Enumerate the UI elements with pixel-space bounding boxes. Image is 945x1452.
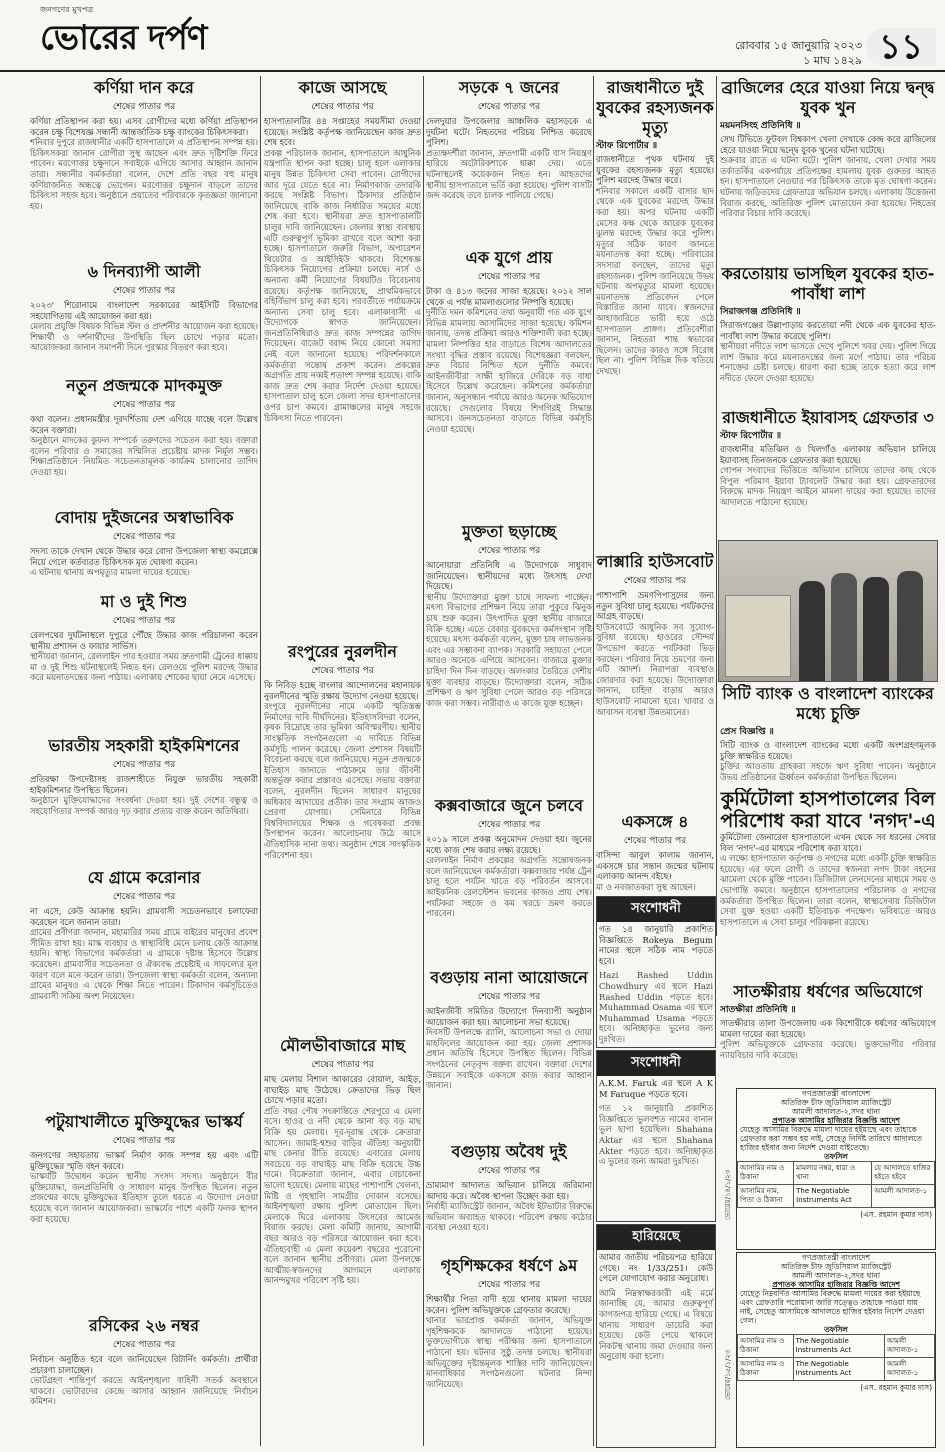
court-notice-1: গণপ্রজাতন্ত্রী বাংলাদেশ অতিরিক্ত চীফ জুডিসিয়াল ম্যাজিস্ট্রেট আমলী আদালত-২,সদর থানা প্রপাতক আসামির হাজিরার বিজ্ঞপ্তি আদেশ যেহেতু আসামির বিরুদ্ধে মামলা দায়ের হইয়াছে এবং তাহাকে গ্রেফতার করা সম্ভব হয় নাই, সেহেতু নির্দিষ্ট তারিখে আদালতে হাজির হইবার জন্য নির্দেশ দেওয়া যাইতেছে। তফসিল আসামির নাম ও ঠিকানা মামলার নম্বর, ধারা ও থানা যে আদালতে হাজির হইতে হইবে আসামির নাম, পিতা ও ঠিকানা The Negotiable Instruments Act আমলী আদালত-১ (এস. রহমান কুমার দাস) (736, 1088, 936, 1250)
correction-body: গত ১৪ জানুয়ারি প্রকাশিত বিজ্ঞপ্তিতে Rokeya Begum নামের স্থলে সঠিক নাম পড়তে হবে। (599, 924, 713, 966)
continued-from: শেষের পাতার পর (477, 102, 541, 112)
article-city-bank: সিটি ব্যাংক ও বাংলাদেশ ব্যাংকের মধ্যে চুক্তি প্রেস বিজ্ঞপ্তি ॥ সিটি ব্যাংক ও বাংলাদেশ ব্যাংকের মধ্যে একটি অংশগ্রহণমূলক চুক্তি স্বাক্ষরিত হয়েছে। চুক্তির আওতায় গ্রাহকরা সহজে ঋণ সুবিধা পাবেন। অনুষ্ঠানে উভয় প্রতিষ্ঠানের ঊর্ধ্বতন কর্মকর্তারা উপস্থিত ছিলেন। (720, 684, 936, 782)
article-body: কথা বলেন। প্রধানমন্ত্রীর দূরদর্শিতায় দেশ এগিয়ে যাচ্ছে বলে উল্লেখ করেন বক্তারা। (30, 414, 258, 435)
article-nurldin: রংপুরের নুরলদীন শেষের পাতার পর কি নিবিড় হচ্ছে বাংলার আন্দোলনের মহানায়ক নুরলদীনের স্মৃতি রক্ষায় উদ্যোগ নেওয়া হয়েছে। রংপুরে নুরলদীনের নামে একটি স্মৃতিস্তম্ভ নির্মাণের দাবি দীর্ঘদিনের। ইতিহাসবিদরা বলেন, কৃষক বিদ্রোহে তার ভূমিকা অবিস্মরণীয়। স্থানীয় সাংস্কৃতিক সংগঠনগুলো এ দাবিতে বিভিন্ন কর্মসূচি পালন করেছে। জেলা প্রশাসন বিষয়টি বিবেচনা করছে বলে জানিয়েছে। নতুন প্রজন্মকে ইতিহাস জানাতে পাঠ্যক্রমে তার জীবনী অন্তর্ভুক্ত করার প্রস্তাবও এসেছে। সভায় বক্তারা বলেন, নুরলদীন ছিলেন সাধারণ মানুষের অধিকার আদায়ের প্রতীক। তার সংগ্রাম আজও প্রেরণা যোগায়। সেমিনারে বিভিন্ন বিশ্ববিদ্যালয়ের শিক্ষক ও গবেষকরা প্রবন্ধ উপস্থাপন করেন। আলোচনায় উঠে আসে ঐতিহাসিক নানা তথ্য। অনুষ্ঠান শেষে সাংস্কৃতিক পরিবেশনা হয়। (264, 642, 421, 860)
article-satkhira: সাতক্ষীরায় ধর্ষণের অভিযোগে সাতক্ষীরা প্রতিনিধি ॥ সাতক্ষীরার তালা উপজেলায় এক কিশোরীকে ধর্ষণের অভিযোগে মামলা দায়ের করা হয়েছে। পুলিশ অভিযুক্তকে গ্রেফতার করেছে। ভুক্তভোগীর পরিবার ন্যায়বিচার দাবি করেছে। (720, 982, 936, 1060)
article-body: বাসিন্দা আবুল কালাম জানান, একসঙ্গে চার সন্তান জন্মের ঘটনায় এলাকায় আনন্দ বইছে। (596, 850, 714, 882)
headline: পটুয়াখালীতে মুক্তিযুদ্ধের ভাস্কর্য (45, 1112, 243, 1131)
headline: মা ও দুই শিশু (100, 592, 188, 611)
notice-header: অতিরিক্ত চীফ জুডিসিয়াল ম্যাজিস্ট্রেট (780, 1262, 892, 1271)
article-indian-commission: ভারতীয় সহকারী হাইকমিশনের শেষের পাতার পর প্রতিরক্ষা উপদেষ্টাসহ রাজশাহীতে নিযুক্ত ভারতীয় সহকারী হাইকমিশনার উপস্থিত ছিলেন। অনুষ্ঠানে মুক্তিযোদ্ধাদের সংবর্ধনা দেওয়া হয়। দুই দেশের বন্ধুত্ব ও সহযোগিতার সম্পর্ক আরও দৃঢ় করার প্রত্যয় ব্যক্ত করেন অতিথিরা। (30, 736, 258, 816)
notice-header: গণপ্রজাতন্ত্রী বাংলাদেশ (801, 1253, 871, 1262)
article-yaba-arrest: রাজধানীতে ইয়াবাসহ গ্রেফতার ৩ স্টাফ রিপোর্টার ॥ রাজধানীর মতিঝিল ও খিলগাঁও এলাকায় অভিযান চালিয়ে ইয়াবাসহ তিনজনকে গ্রেফতার করা হয়েছে। গোপন সংবাদের ভিত্তিতে অভিযান চালিয়ে তাদের কাছ থেকে বিপুল পরিমাণ ইয়াবা ট্যাবলেট উদ্ধার করা হয়। গ্রেফতারদের বিরুদ্ধে মাদক নিয়ন্ত্রণ আইনে মামলা দায়ের করা হয়েছে। তাদের আদালতে পাঠানো হয়েছে। (720, 408, 936, 507)
issue-date-bangla: ১ মাঘ ১৪২৯ (803, 54, 862, 67)
article-bogura-illegal: বগুড়ায় অবৈধ দুই শেষের পাতার পর ভ্রাম্যমাণ আদালত অভিযান চালিয়ে জরিমানা আদায় করে। অবৈধ স্থাপনা উচ্ছেদ করা হয়। নির্বাহী ম্যাজিস্ট্রেট জানান, অবৈধ ইটভাটার বিরুদ্ধে অভিযান অব্যাহত থাকবে। পরিবেশ রক্ষায় কঠোর ব্যবস্থা নেওয়া হবে। (426, 1142, 592, 1233)
article-body: ২০১৯ সালে প্রকল্প অনুমোদন দেওয়া হয়। জুনের মধ্যে কাজ শেষ করার লক্ষ্য রয়েছে। (426, 834, 592, 855)
article-karatoya-body: করতোয়ায় ভাসছিল যুবকের হাত-পাবাঁধা লাশ সিরাজগঞ্জ প্রতিনিধি ॥ সিরাজগঞ্জের উল্লাপাড়ায় করতোয়া নদী থেকে এক যুবকের হাত-পাবাঁধা লাশ উদ্ধার করেছে পুলিশ। স্থানীয়রা নদীতে লাশ ভাসতে দেখে পুলিশে খবর দেয়। পুলিশ গিয়ে লাশ উদ্ধার করে ময়নাতদন্তের জন্য মর্গে পাঠায়। তার পরিচয় শনাক্তের চেষ্টা চলছে। ধারণা করা হচ্ছে তাকে হত্যা করে লাশ নদীতে ফেলে দেওয়া হয়েছে। (720, 264, 936, 383)
table-cell: আমলী আদালত-১ (872, 1185, 935, 1208)
notice-header: গণপ্রজাতন্ত্রী বাংলাদেশ (801, 1089, 871, 1098)
person-figure (863, 577, 889, 681)
article-houseboat: লাক্সারি হাউসবোট শেষের পাতার পর পাশাপাশি ভ্রমণপিপাসুদের জন্য নতুন সুবিধা চালু হয়েছে। পর্যটকদের আগ্রহ বাড়ছে। হাউসবোটে আধুনিক সব সুযোগ-সুবিধা রয়েছে। হাওরের সৌন্দর্য উপভোগ করতে পর্যটকরা ভিড় করছেন। পরিবার নিয়ে ভ্রমণের জন্য এটি আদর্শ। নিরাপত্তা ব্যবস্থাও জোরদার করা হয়েছে। উদ্যোক্তারা জানান, চাহিদা বাড়ায় আরও হাউসবোট নামানো হবে। খাবার ও আবাসন ব্যবস্থা উন্নতমানের। (596, 552, 714, 717)
byline: সিরাজগঞ্জ প্রতিনিধি ॥ (720, 307, 801, 317)
article-one-decade: এক যুগে প্রায় শেষের পাতার পর টাকা ও ৪১৩ জনের সাজা হয়েছে। ২০১২ সাল থেকে এ পর্যন্ত মামলাগুলোর নিষ্পত্তি হয়েছে। দুর্নীতি দমন কমিশনের তথ্য অনুযায়ী গত এক যুগে বিভিন্ন মামলায় আসামিদের সাজা হয়েছে। কমিশন জানায়, তদন্ত প্রক্রিয়া আরও শক্তিশালী করা হচ্ছে। মামলা নিষ্পত্তির হার বাড়াতে বিশেষ আদালতের সংখ্যা বৃদ্ধির প্রস্তাব রয়েছে। বিশেষজ্ঞরা বলছেন, দ্রুত বিচার নিশ্চিত হলে দুর্নীতি কমবে। আইনজীবীরা সাক্ষী হাজিরে দেরিকে বড় বাধা হিসেবে উল্লেখ করেছেন। কমিশনের কর্মকর্তারা জানান, অনুসন্ধান পর্যায়ে আরও অনেক অভিযোগ রয়েছে। সেগুলোর বিষয়ে শিগগিরই সিদ্ধান্ত আসবে। জনসচেতনতা বাড়াতে বিভিন্ন কর্মসূচি নেওয়া হয়েছে। (426, 248, 592, 434)
headline: রাজধানীতে দুই যুবকের রহস্যজনক মৃত্যু (596, 78, 714, 137)
article-body: টাকা ও ৪১৩ জনের সাজা হয়েছে। ২০১২ সাল থেকে এ পর্যন্ত মামলাগুলোর নিষ্পত্তি হয়েছে। (426, 286, 592, 307)
masthead (0, 0, 945, 72)
byline: স্টাফ রিপোর্টার ॥ (596, 141, 658, 151)
article-tutor-assault: গৃহশিক্ষকের ধর্ষণে ৯ম শেষের পাতার পর শিক্ষার্থীর পিতা বাদী হয়ে থানায় মামলা দায়ের করেন। পুলিশ অভিযুক্তকে গ্রেফতার করেছে। থানার ভারপ্রাপ্ত কর্মকর্তা জানান, অভিযুক্ত গৃহশিক্ষককে আদালতে পাঠানো হয়েছে। ভুক্তভোগীকে স্বাস্থ্য পরীক্ষার জন্য হাসপাতালে পাঠানো হয়। ঘটনার সুষ্ঠু তদন্ত চলছে। স্থানীয়রা অভিযুক্তের দৃষ্টান্তমূলক শাস্তির দাবি জানিয়েছেন। মানবাধিকার সংগঠনগুলো ঘটনার নিন্দা জানিয়েছে। (426, 1256, 592, 1389)
photo-contract-signing (718, 540, 938, 682)
article-drug-free: নতুন প্রজন্মকে মাদকমুক্ত শেষের পাতার পর কথা বলেন। প্রধানমন্ত্রীর দূরদর্শিতায় দেশ এগিয়ে যাচ্ছে বলে উল্লেখ করেন বক্তারা। অনুষ্ঠানে মাদকের কুফল সম্পর্কে তরুণদের সচেতন করা হয়। বক্তারা বলেন পরিবার ও সমাজের সম্মিলিত প্রচেষ্টায় মাদক নির্মূল সম্ভব। শিক্ষাপ্রতিষ্ঠানে নিয়মিত সচেতনতামূলক কার্যক্রম চালানোর তাগিদ দেওয়া হয়। (30, 376, 258, 477)
continued-from: শেষের পাতার পর (112, 760, 176, 770)
article-kurmitola-nagad: কুর্মিটোলা হাসপাতালের বিল পরিশোধ করা যাবে 'নগদ'-এ কুর্মিটোলা জেনারেল হাসপাতালে এখন থেকে সব ধরনের সেবার বিল 'নগদ'-এর মাধ্যমে পরিশোধ করা যাবে। এ লক্ষ্যে হাসপাতাল কর্তৃপক্ষ ও নগদের মধ্যে একটি চুক্তি স্বাক্ষরিত হয়েছে। এর ফলে রোগী ও তাদের স্বজনরা নগদ টাকা বহনের ঝামেলা থেকে মুক্তি পাবেন। ডিজিটাল লেনদেনের মাধ্যমে সময় ও ভোগান্তি কমবে। অনুষ্ঠানে হাসপাতালের পরিচালক ও নগদের কর্মকর্তারা উপস্থিত ছিলেন। তারা বলেন, স্বাস্থ্যসেবায় ডিজিটাল সেবা যুক্ত হওয়া একটি ইতিবাচক পদক্ষেপ। ভবিষ্যতে আরও হাসপাতালে এ সেবা চালুর পরিকল্পনা রয়েছে। (720, 788, 936, 927)
notice-table (737, 1334, 935, 1381)
article-body: পাশাপাশি ভ্রমণপিপাসুদের জন্য নতুন সুবিধা চালু হয়েছে। পর্যটকদের আগ্রহ বাড়ছে। (596, 590, 714, 622)
article-body: সদস্য তাকে দেখান থেকে উদ্ধার করে বোদা উপজেলা স্বাস্থ্য কমপ্লেক্সে নিয়ে গেলে কর্তব্যরত চিকিৎসক মৃত ঘোষণা করেন। (30, 546, 258, 567)
article-moulvibazar-fish: মৌলভীবাজারে মাছ শেষের পাতার পর মাছ মেলায় বিশাল আকারের বোয়াল, আইড়, বাঘাইড় মাছ উঠেছে। ক্রেতাদের ভিড় ছিল চোখে পড়ার মতো। প্রতি বছর পৌষ সংক্রান্তিতে শেরপুরে এ মেলা বসে। হাওর ও নদী থেকে আনা বড় বড় মাছ বিক্রি হয় মেলায়। দূর-দূরান্ত থেকে ক্রেতারা আসেন। জামাই-শ্বশুর বাড়ির ঐতিহ্য অনুযায়ী মাছ কেনার রীতি রয়েছে। এবারের মেলায় সবচেয়ে বড় বাঘাইড় মাছ বিক্রি হয়েছে উচ্চ দামে। বিক্রেতারা জানান, এবার বেচাকেনা ভালো হয়েছে। মেলায় মাছের পাশাপাশি খেলনা, মিষ্টি ও গৃহস্থালি সামগ্রীর দোকান বসেছে। আইনশৃঙ্খলা রক্ষায় পুলিশ মোতায়েন ছিল। মেলাকে ঘিরে এলাকায় উৎসবের আমেজ বিরাজ করছে। মেলা কমিটি জানায়, আগামী বছর আরও বড় পরিসরে আয়োজন করা হবে। ঐতিহ্যবাহী এ মেলা কয়েকশ বছরের পুরোনো বলে জানান স্থানীয় প্রবীণরা। মেলা উপলক্ষে আত্মীয়-স্বজনদের আগমনে এলাকায় আনন্দমুখর পরিবেশ সৃষ্টি হয়। (264, 1036, 421, 1286)
table-cell: The Negotiable Instruments Act (794, 1185, 872, 1208)
article-body: আনোয়ারা প্রতিনিধি এ উদ্যোগকে সাধুবাদ জানিয়েছেন। স্থানীয়দের মধ্যে উৎসাহ দেখা দিয়েছে। (426, 560, 592, 592)
continued-from: শেষের পাতার পর (112, 1136, 176, 1146)
headline: মৌলভীবাজারে মাছ (280, 1036, 405, 1055)
article-coxs-bazar: কক্সবাজারে জুনে চলবে শেষের পাতার পর ২০১৯ সালে প্রকল্প অনুমোদন দেওয়া হয়। জুনের মধ্যে কাজ শেষ করার লক্ষ্য রয়েছে। রেললাইন নির্মাণ প্রকল্পের অগ্রগতি সন্তোষজনক বলে জানিয়েছেন কর্মকর্তারা। কক্সবাজার পর্যন্ত ট্রেন চালু হলে পর্যটন খাতে বড় পরিবর্তন আসবে। আইকনিক রেলস্টেশন ভবনের কাজও প্রায় শেষ। পর্যটকরা সহজে ও কম খরচে ভ্রমণ করতে পারবেন। (426, 796, 592, 919)
notice-header: আমলী আদালত-২,সদর থানা (791, 1271, 881, 1280)
person-figure (799, 581, 825, 681)
article-pearls: মুক্ততা ছড়াচ্ছে শেষের পাতার পর আনোয়ারা প্রতিনিধি এ উদ্যোগকে সাধুবাদ জানিয়েছেন। স্থানীয়দের মধ্যে উৎসাহ দেখা দিয়েছে। স্থানীয় উদ্যোক্তারা মুক্তা চাষে সাফল্য পাচ্ছেন। মৎস্য বিভাগের প্রশিক্ষণ নিয়ে তারা পুকুরে ঝিনুক চাষ শুরু করেন। উৎপাদিত মুক্তা স্থানীয় বাজারে বিক্রি হচ্ছে। এতে বেকার যুবকদের কর্মসংস্থান সৃষ্টি হয়েছে। মৎস্য কর্মকর্তা বলেন, মুক্তা চাষ লাভজনক এবং এর সম্ভাবনা ব্যাপক। সরকারি সহায়তা পেলে আরও অনেকে এগিয়ে আসবেন। বাজারে মুক্তার চাহিদা দিন দিন বাড়ছে। অলংকার তৈরিতে দেশীয় মুক্তা ব্যবহার বাড়ছে। উদ্যোক্তারা বলেন, সঠিক প্রশিক্ষণ ও ঋণ সুবিধা পেলে আরও বড় পরিসরে কাজ করা সম্ভব। নারীরাও এ কাজে যুক্ত হচ্ছেন। (426, 522, 592, 708)
article-body: মাছ মেলায় বিশাল আকারের বোয়াল, আইড়, বাঘাইড় মাছ উঠেছে। ক্রেতাদের ভিড় ছিল চোখে পড়ার মতো। (264, 1074, 421, 1106)
notice-header: আমলী আদালত-২,সদর থানা (791, 1107, 881, 1116)
headline: যে গ্রামে করোনার (87, 868, 201, 887)
headline: সড়কে ৭ জনের (458, 78, 560, 97)
article-body: আইনজীবী সমিতির উদ্যোগে দিনব্যাপী অনুষ্ঠান আয়োজন করা হয়। আলোচনা সভা হয়েছে। (426, 1006, 592, 1027)
continued-from: শেষের পাতার পর (477, 1166, 541, 1176)
article-cornea: কর্ণিয়া দান করে শেষের পাতার পর কর্ণিয়া প্রতিস্থাপন করা হয়। এসব রোগীদের মধ্যে কর্ণিয়া প্রতিস্থাপন করেন চক্ষু বিশেষজ্ঞ সন্ধানী আন্তর্জাতিক চক্ষু ব্যাংকের চিকিৎসকরা। শনিবার দুপুরে রাজধানীর একটি হাসপাতালে এ প্রতিস্থাপন সম্পন্ন হয়। চিকিৎসকরা জানান রোগীরা সুস্থ আছেন এবং দ্রুত দৃষ্টিশক্তি ফিরে পাবেন। মরণোত্তর চক্ষুদানে সবাইকে এগিয়ে আসার আহ্বান জানান তারা। সন্ধানীর কর্মকর্তারা বলেন, দেশে প্রতি বছর বহু মানুষ কর্ণিয়াজনিত অন্ধত্বে ভোগেন। মরণোত্তর চক্ষুদান বাড়লে তাদের চিকিৎসা সহজ হবে। অনুষ্ঠানে প্রয়াতের পরিবারকে কৃতজ্ঞতা জানানো হয়। (30, 78, 258, 211)
newspaper-logo: ভোরের দর্পণ (40, 18, 207, 58)
article-body: সিটি ব্যাংক ও বাংলাদেশ ব্যাংকের মধ্যে একটি অংশগ্রহণমূলক চুক্তি স্বাক্ষরিত হয়েছে। (720, 740, 936, 761)
notice-header: অতিরিক্ত চীফ জুডিসিয়াল ম্যাজিস্ট্রেট (780, 1098, 892, 1107)
article-body: কর্ণিয়া প্রতিস্থাপন করা হয়। এসব রোগীদের মধ্যে কর্ণিয়া প্রতিস্থাপন করেন চক্ষু বিশেষজ্ঞ সন্ধানী আন্তর্জাতিক চক্ষু ব্যাংকের চিকিৎসকরা। (30, 116, 258, 137)
article-body: ভ্রাম্যমাণ আদালত অভিযান চালিয়ে জরিমানা আদায় করে। অবৈধ স্থাপনা উচ্ছেদ করা হয়। (426, 1180, 592, 1201)
headline: রসিকের ২৬ নম্বর (88, 1316, 200, 1335)
notice-table-label: তফসিল (824, 1152, 848, 1161)
headline: বোদায় দুইজনের অস্বাভাবিক (54, 508, 234, 527)
article-bogura-events: বগুড়ায় নানা আয়োজনে শেষের পাতার পর আইনজীবী সমিতির উদ্যোগে দিনব্যাপী অনুষ্ঠান আয়োজন করা হয়। আলোচনা সভা হয়েছে। দিবসটি উপলক্ষে র‍্যালি, আলোচনা সভা ও দোয়া মাহফিলের আয়োজন করা হয়। জেলা প্রশাসক প্রধান অতিথি হিসেবে উপস্থিত ছিলেন। বিভিন্ন সংগঠনের নেতৃবৃন্দ বক্তব্য রাখেন। বক্তারা দেশের উন্নয়নে সবাইকে একসঙ্গে কাজ করার আহ্বান জানান। (426, 968, 592, 1091)
headline: বগুড়ায় অবৈধ দুই (451, 1142, 567, 1161)
headline: রংপুরের নুরলদীন (288, 642, 397, 661)
table-cell: আসামির নাম ও ঠিকানা (738, 1358, 794, 1381)
article-body: না এসে, কেউ আক্রান্ত হয়নি। গ্রামবাসী সচেতনভাবে চলাফেরা করেছেন বলে জানান তারা। (30, 906, 258, 927)
byline: প্রেস বিজ্ঞপ্তি ॥ (720, 727, 774, 737)
column-divider (423, 76, 424, 1446)
article-body: সাতক্ষীরার তালা উপজেলায় এক কিশোরীকে ধর্ষণের অভিযোগে মামলা দায়ের করা হয়েছে। (720, 1018, 936, 1039)
continued-from: শেষের পাতার পর (477, 1280, 541, 1290)
notice-table-label: তফসিল (824, 1325, 848, 1334)
table-cell: The Negotiable Instruments Act (793, 1335, 884, 1358)
notice-signature: (এস. রহমান কুমার দাস) (860, 1383, 932, 1392)
headline: একসঙ্গে ৪ (621, 812, 689, 831)
headline: কক্সবাজারে জুনে চলবে (434, 796, 583, 815)
issue-date (662, 38, 862, 68)
headline: ৬ দিনব্যাপী আলী (87, 262, 201, 281)
article-body: শিক্ষার্থীর পিতা বাদী হয়ে থানায় মামলা দায়ের করেন। পুলিশ অভিযুক্তকে গ্রেফতার করেছে। (426, 1294, 592, 1315)
continued-from: শেষের পাতার পর (477, 546, 541, 556)
byline: সাতক্ষীরা প্রতিনিধি ॥ (720, 1005, 796, 1015)
table-header: আসামির নাম ও ঠিকানা (738, 1162, 794, 1185)
article-corona-village: যে গ্রামে করোনার শেষের পাতার পর না এসে, কেউ আক্রান্ত হয়নি। গ্রামবাসী সচেতনভাবে চলাফেরা করেছেন বলে জানান তারা। গ্রামের প্রবীণরা জানান, মহামারির সময় গ্রামে বাইরের মানুষের প্রবেশ সীমিত রাখা হয়। মাস্ক ব্যবহার ও স্বাস্থ্যবিধি মেনে চলায় কেউ আক্রান্ত হয়নি। স্বাস্থ্য বিভাগের কর্মকর্তারা এ গ্রামকে দৃষ্টান্ত হিসেবে উল্লেখ করেছেন। গ্রামবাসীর সচেতনতা ও ঐক্যবদ্ধ প্রচেষ্টাই এ সাফল্যের মূল কারণ বলে মনে করেন তারা। উপজেলা স্বাস্থ্য কর্মকর্তা বলেন, অন্যান্য গ্রামের মানুষও এ থেকে শিক্ষা নিতে পারেন। টিকাদান কর্মসূচিতেও গ্রামবাসী সক্রিয় অংশ নিয়েছেন। (30, 868, 258, 1001)
column-divider (593, 76, 594, 1446)
headline: ভারতীয় সহকারী হাইকমিশনের (48, 736, 240, 755)
notice-code: ভোরের/১৫/১/২৩ (724, 1349, 732, 1400)
byline: স্টাফ রিপোর্টার ॥ (720, 431, 782, 441)
headline: ব্রাজিলের হেরে যাওয়া নিয়ে দ্বন্দ্ব যুবক খুন (721, 78, 935, 117)
continued-from: শেষের পাতার পর (477, 820, 541, 830)
continued-from: শেষের পাতার পর (477, 272, 541, 282)
continued-from: শেষের পাতার পর (623, 836, 687, 846)
continued-from: শেষের পাতার পর (112, 400, 176, 410)
article-ali: ৬ দিনব্যাপী আলী শেষের পাতার পর ২০২৩' শিরোনামে বাংলাদেশ সরকারের আইসিটি বিভাগের সহযোগিতায় এই আয়োজন করা হয়। মেলায় প্রযুক্তি বিষয়ক বিভিন্ন স্টল ও প্রদর্শনীর আয়োজন করা হয়েছে। শিক্ষার্থী ও দর্শনার্থীদের উপস্থিতি ছিল চোখে পড়ার মতো। আয়োজকরা জানান সমাপনী দিনে পুরস্কার বিতরণ করা হবে। (30, 262, 258, 353)
headline: সাতক্ষীরায় ধর্ষণের অভিযোগে (733, 982, 923, 1001)
table-cell: The Negotiable Instruments Act (793, 1358, 884, 1381)
page-number: ১১ (866, 28, 936, 66)
continued-from: শেষের পাতার পর (311, 666, 374, 676)
headline: মুক্ততা ছড়াচ্ছে (462, 522, 556, 541)
article-body: রেলপথের দুর্ঘটনাস্থলে দুপুরে পৌঁছে উদ্ধার কাজ পরিচালনা করেন স্থানীয় প্রশাসন ও ফায়ার সার্ভিস। (30, 630, 258, 651)
correction-box-2: সংশোধনী A.K.M. Faruk এর স্থলে A K M Faruque পড়তে হবে। গত ১২ জানুয়ারি প্রকাশিত বিজ্ঞপ্তিতে ভুলবশত নামের বানান ভুল ছাপা হয়েছিল। Shahana Aktar এর স্থলে Shahana Akter পড়তে হবে। অনিচ্ছাকৃত এ ভুলের জন্য আমরা দুঃখিত। (596, 1050, 716, 1222)
correction-box-1: সংশোধনী গত ১৪ জানুয়ারি প্রকাশিত বিজ্ঞপ্তিতে Rokeya Begum নামের স্থলে সঠিক নাম পড়তে হবে। Hazi Rashed Uddin Chowdhury এর স্থলে Hazi Rashed Uddin পড়তে হবে। Muhammad Osama এর স্থলে Muhammad Usama পড়তে হবে। অনিচ্ছাকৃত ভুলের জন্য দুঃখিত। (596, 896, 716, 1048)
correction-body: A.K.M. Faruk এর স্থলে A K M Faruque পড়তে হবে। (599, 1078, 713, 1099)
column-divider (260, 76, 261, 1446)
person-figure (831, 573, 857, 681)
table-cell: আসামির নাম ও ঠিকানা (738, 1335, 794, 1358)
notice-code: ভোরের/১৪/১/২৩ (724, 1169, 732, 1220)
notice-title: প্রপাতক আসামির হাজিরার বিজ্ঞপ্তি আদেশ (772, 1116, 900, 1125)
article-body: রাজধানীতে পৃথক ঘটনায় দুই যুবকের রহস্যজনক মৃত্যু হয়েছে। পুলিশ মরদেহ উদ্ধার করে। (596, 154, 714, 186)
continued-from: শেষের পাতার পর (477, 992, 541, 1002)
headline: কর্ণিয়া দান করে (94, 78, 194, 97)
article-body: দেলদুয়ার উপজেলার আঞ্চলিক মহাসড়কে এ দুর্ঘটনা ঘটে। নিহতদের পরিচয় নিশ্চিত করেছে পুলিশ। (426, 116, 592, 148)
notice-table (737, 1161, 935, 1208)
headline: রাজধানীতে ইয়াবাসহ গ্রেফতার ৩ (722, 408, 934, 427)
table-cell: আমলী আদালত-১ (884, 1335, 934, 1358)
table-header: যে আদালতে হাজির হইতে হইবে (872, 1162, 935, 1185)
photo-banner (725, 595, 791, 677)
continued-from: শেষের পাতার পর (623, 576, 687, 586)
person-figure (897, 571, 923, 681)
article-boda: বোদায় দুইজনের অস্বাভাবিক শেষের পাতার পর সদস্য তাকে দেখান থেকে উদ্ধার করে বোদা উপজেলা স্বাস্থ্য কমপ্লেক্সে নিয়ে গেলে কর্তব্যরত চিকিৎসক মৃত ঘোষণা করেন। এ ঘটনায় থানায় অপমৃত্যুর মামলা দায়ের হয়েছে। (30, 508, 258, 578)
continued-from: শেষের পাতার পর (112, 102, 176, 112)
headline: সিটি ব্যাংক ও বাংলাদেশ ব্যাংকের মধ্যে চুক্তি (722, 684, 934, 723)
continued-from: শেষের পাতার পর (112, 1340, 176, 1350)
correction-title: সংশোধনী (597, 1051, 715, 1076)
article-body: সেখ টিভিতে ফুটবল বিশ্বকাপ খেলা দেখাকে কেন্দ্র করে ব্রাজিলের হেরে যাওয়া নিয়ে দ্বন্দ্বে যুবক খুনের ঘটনা ঘটেছে। (720, 134, 936, 155)
table-cell: আমলী আদালত-১ (884, 1358, 934, 1381)
headline: নতুন প্রজন্মকে মাদকমুক্ত (66, 376, 222, 395)
continued-from: শেষের পাতার পর (112, 532, 176, 542)
lost-notice: হারিয়েছে আমার জাতীয় পরিচয়পত্র হারিয়ে গেছে। নং 1/33/251। কেউ পেলে যোগাযোগ করার অনুরোধ। আমি নিম্নস্বাক্ষরকারী এই মর্মে জানাচ্ছি যে, আমার গুরুত্বপূর্ণ কাগজপত্র হারিয়ে গেছে। এ বিষয়ে থানায় সাধারণ ডায়েরি করা হয়েছে। কেউ পেয়ে থাকলে নিকটস্থ থানায় জমা দেওয়ার জন্য অনুরোধ করা হলো। (596, 1224, 716, 1448)
continued-from: শেষের পাতার পর (112, 286, 176, 296)
continued-from: শেষের পাতার পর (112, 616, 176, 626)
column-divider (716, 76, 717, 936)
notice-signature: (এস. রহমান কুমার দাস) (860, 1210, 932, 1219)
headline: কুর্মিটোলা হাসপাতালের বিল পরিশোধ করা যাবে 'নগদ'-এ (720, 788, 936, 832)
lost-notice-title: হারিয়েছে (597, 1225, 715, 1250)
article-work-coming: কাজে আসছে শেষের পাতার পর হাসপাতালটির ৪৪ সপ্তাহের সময়সীমা দেওয়া হয়েছে। সংশ্লিষ্ট কর্তৃপক্ষ জানিয়েছেন কাজ দ্রুত শেষ হবে। প্রকল্প পরিচালক জানান, হাসপাতালে আধুনিক যন্ত্রপাতি স্থাপন করা হচ্ছে। চালু হলে এলাকার মানুষ উন্নত চিকিৎসা সেবা পাবেন। রোগীদের আর দূরে যেতে হবে না। নির্মাণকাজ তদারকি করছে সংশ্লিষ্ট বিভাগ। ঠিকাদার প্রতিষ্ঠান জানিয়েছে বাকি কাজ নির্ধারিত সময়ের মধ্যে শেষ করা হবে। স্থানীয়রা দ্রুত হাসপাতালটি চালুর দাবি জানিয়েছেন। জেলার স্বাস্থ্য ব্যবস্থায় এটি গুরুত্বপূর্ণ ভূমিকা রাখবে বলে আশা করা হচ্ছে। হাসপাতালে জরুরি বিভাগ, অপারেশন থিয়েটার ও আইসিইউ থাকবে। বিশেষজ্ঞ চিকিৎসক নিয়োগের প্রক্রিয়া চলছে। নার্স ও অন্যান্য কর্মী নিয়োগের বিষয়টিও বিবেচনায় রয়েছে। কর্তৃপক্ষ জানিয়েছে, প্রাথমিকভাবে বহির্বিভাগ চালু করা হবে। পরবর্তীতে পর্যায়ক্রমে অন্যান্য সেবা চালু হবে। এলাকাবাসী এ উদ্যোগকে স্বাগত জানিয়েছেন। জনপ্রতিনিধিরাও দ্রুত কাজ সম্পন্নের তাগিদ দিয়েছেন। বাজেট বরাদ্দ নিয়ে কোনো সমস্যা নেই বলে জানানো হয়েছে। পরিদর্শনকালে কর্মকর্তারা সন্তোষ প্রকাশ করেন। প্রকল্পের অগ্রগতি প্রায় নব্বই শতাংশ সম্পন্ন হয়েছে। বাকি কাজ দ্রুত শেষ করার নির্দেশ দেওয়া হয়েছে। হাসপাতাল চালু হলে জেলা সদর হাসপাতালের ওপর চাপ কমবে। গ্রামাঞ্চলের মানুষ সহজে চিকিৎসা নিতে পারবেন। (264, 78, 421, 423)
article-patuakhali-sculpture: পটুয়াখালীতে মুক্তিযুদ্ধের ভাস্কর্য শেষের পাতার পর জনগণের সহায়তায় ভাস্কর্য নির্মাণ কাজ সম্পন্ন হয় এবং এটি মুক্তিযুদ্ধের স্মৃতি বহন করবে। ভাস্কর্যটি উদ্বোধন করেন স্থানীয় সংসদ সদস্য। অনুষ্ঠানে বীর মুক্তিযোদ্ধা, জনপ্রতিনিধি ও সাধারণ মানুষ উপস্থিত ছিলেন। নতুন প্রজন্মের কাছে মুক্তিযুদ্ধের ইতিহাস তুলে ধরতে এ উদ্যোগ নেওয়া হয়েছে বলে জানান আয়োজকরা। ভাস্কর্যের পাশে একটি ফলক স্থাপন করা হয়েছে। (30, 1112, 258, 1224)
article-brazil-dispute: ব্রাজিলের হেরে যাওয়া নিয়ে দ্বন্দ্ব যুবক খুন ময়মনসিংহ প্রতিনিধি ॥ সেখ টিভিতে ফুটবল বিশ্বকাপ খেলা দেখাকে কেন্দ্র করে ব্রাজিলের হেরে যাওয়া নিয়ে দ্বন্দ্বে যুবক খুনের ঘটনা ঘটেছে। শুক্রবার রাতে এ ঘটনা ঘটে। পুলিশ জানায়, খেলা দেখার সময় তর্কাতর্কির একপর্যায়ে প্রতিপক্ষের হামলায় যুবক গুরুতর আহত হন। হাসপাতালে নেওয়ার পর চিকিৎসক তাকে মৃত ঘোষণা করেন। ঘটনায় জড়িতদের গ্রেফতারে অভিযান চলছে। এলাকায় উত্তেজনা বিরাজ করছে, অতিরিক্ত পুলিশ মোতায়েন করা হয়েছে। নিহতের পরিবার বিচার দাবি করেছে। (720, 78, 936, 219)
byline: ময়মনসিংহ প্রতিনিধি ॥ (720, 121, 801, 131)
article-two-youths: রাজধানীতে দুই যুবকের রহস্যজনক মৃত্যু স্টাফ রিপোর্টার ॥ রাজধানীতে পৃথক ঘটনায় দুই যুবকের রহস্যজনক মৃত্যু হয়েছে। পুলিশ মরদেহ উদ্ধার করে। শনিবার সকালে একটি বাসার ছাদ থেকে এক যুবকের মরদেহ উদ্ধার করা হয়। অপর ঘটনায় একটি মেসের কক্ষ থেকে আরেক যুবকের ঝুলন্ত মরদেহ উদ্ধার করে পুলিশ। মৃত্যুর সঠিক কারণ জানতে ময়নাতদন্ত করা হচ্ছে। পরিবারের সদস্যরা বলছেন, তাদের মৃত্যু রহস্যজনক। পুলিশ জানিয়েছে উভয় ঘটনায় অপমৃত্যুর মামলা হয়েছে। ময়নাতদন্ত প্রতিবেদন পেলে বিস্তারিত জানা যাবে। স্বজনদের আহাজারিতে ভারী হয়ে ওঠে হাসপাতাল প্রাঙ্গণ। প্রতিবেশীরা জানান, নিহতরা শান্ত স্বভাবের ছিলেন। তাদের কারও সঙ্গে বিরোধ ছিল না। পুলিশ বিভিন্ন দিক খতিয়ে দেখছে। (596, 78, 714, 376)
article-road-7: সড়কে ৭ জনের শেষের পাতার পর দেলদুয়ার উপজেলার আঞ্চলিক মহাসড়কে এ দুর্ঘটনা ঘটে। নিহতদের পরিচয় নিশ্চিত করেছে পুলিশ। প্রত্যক্ষদর্শীরা জানান, দ্রুতগামী একটি বাস নিয়ন্ত্রণ হারিয়ে অটোরিকশাকে ধাক্কা দেয়। এতে ঘটনাস্থলেই কয়েকজন নিহত হন। আহতদের স্থানীয় হাসপাতালে ভর্তি করা হয়েছে। পুলিশ বাসটি জব্দ করেছে তবে চালক পালিয়ে গেছে। (426, 78, 592, 201)
article-body: সিরাজগঞ্জের উল্লাপাড়ায় করতোয়া নদী থেকে এক যুবকের হাত-পাবাঁধা লাশ উদ্ধার করেছে পুলিশ। (720, 320, 936, 341)
logo-tagline: জনগণের মুখপত্র (40, 5, 94, 14)
article-body: নির্বাচন অনুষ্ঠিত হবে বলে জানিয়েছেন রিটার্নিং কর্মকর্তা। প্রার্থীরা প্রচারণা চালাচ্ছেন। (30, 1354, 258, 1375)
article-body: হাসপাতালটির ৪৪ সপ্তাহের সময়সীমা দেওয়া হয়েছে। সংশ্লিষ্ট কর্তৃপক্ষ জানিয়েছেন কাজ দ্রুত শেষ হবে। (264, 116, 421, 148)
headline: লাক্সারি হাউসবোট (596, 552, 714, 571)
continued-from: শেষের পাতার পর (112, 892, 176, 902)
article-body: রাজধানীর মতিঝিল ও খিলগাঁও এলাকায় অভিযান চালিয়ে ইয়াবাসহ তিনজনকে গ্রেফতার করা হয়েছে। (720, 444, 936, 465)
table-header: মামলার নম্বর, ধারা ও থানা (794, 1162, 872, 1185)
article-body: ২০২৩' শিরোনামে বাংলাদেশ সরকারের আইসিটি বিভাগের সহযোগিতায় এই আয়োজন করা হয়। (30, 300, 258, 321)
notice-title: প্রপাতক আসামির হাজিরার বিজ্ঞপ্তি আদেশ (772, 1280, 900, 1289)
article-body: জনগণের সহায়তায় ভাস্কর্য নির্মাণ কাজ সম্পন্ন হয় এবং এটি মুক্তিযুদ্ধের স্মৃতি বহন করবে। (30, 1150, 258, 1171)
article-body: কি নিবিড় হচ্ছে বাংলার আন্দোলনের মহানায়ক নুরলদীনের স্মৃতি রক্ষায় উদ্যোগ নেওয়া হয়েছে। (264, 680, 421, 701)
article-rasik-26: রসিকের ২৬ নম্বর শেষের পাতার পর নির্বাচন অনুষ্ঠিত হবে বলে জানিয়েছেন রিটার্নিং কর্মকর্তা। প্রার্থীরা প্রচারণা চালাচ্ছেন। ভোটগ্রহণ শান্তিপূর্ণ করতে আইনশৃঙ্খলা বাহিনী সতর্ক অবস্থানে থাকবে। ভোটারদের কেন্দ্রে আসার আহ্বান জানিয়েছে নির্বাচন কমিশন। (30, 1316, 258, 1407)
article-four-together: একসঙ্গে ৪ শেষের পাতার পর বাসিন্দা আবুল কালাম জানান, একসঙ্গে চার সন্তান জন্মের ঘটনায় এলাকায় আনন্দ বইছে। মা ও নবজাতকরা সুস্থ আছেন। (596, 812, 714, 892)
correction-title: সংশোধনী (597, 897, 715, 922)
headline: বগুড়ায় নানা আয়োজনে (430, 968, 588, 987)
article-body: কুর্মিটোলা জেনারেল হাসপাতালে এখন থেকে সব ধরনের সেবার বিল 'নগদ'-এর মাধ্যমে পরিশোধ করা যাবে। (720, 832, 936, 853)
headline: কাজে আসছে (298, 78, 387, 97)
headline: গৃহশিক্ষকের ধর্ষণে ৯ম (440, 1256, 578, 1275)
headline: করতোয়ায় ভাসছিল যুবকের হাত-পাবাঁধা লাশ (721, 264, 935, 303)
issue-date-gregorian: রোববার ১৫ জানুয়ারি ২০২৩ (734, 39, 862, 52)
continued-from: শেষের পাতার পর (311, 1060, 374, 1070)
court-notice-2: গণপ্রজাতন্ত্রী বাংলাদেশ অতিরিক্ত চীফ জুডিসিয়াল ম্যাজিস্ট্রেট আমলী আদালত-২,সদর থানা প্রপাতক আসামির হাজিরার বিজ্ঞপ্তি আদেশ যেহেতু নিম্নবর্ণিত আসামির বিরুদ্ধে মামলা দায়ের করা হইয়াছে এবং গ্রেফতারি পরোয়ানা জারি সত্ত্বেও তাহাকে পাওয়া যায় নাই, সেহেতু আসামিকে আদালতে হাজির হইবার নির্দেশ দেওয়া গেল। তফসিল আসামির নাম ও ঠিকানা The Negotiable Instruments Act আমলী আদালত-১ আসামির নাম ও ঠিকানা The Negotiable Instruments Act আমলী আদালত-১ (এস. রহমান কুমার দাস) (736, 1252, 936, 1448)
article-mother-children: মা ও দুই শিশু শেষের পাতার পর রেলপথের দুর্ঘটনাস্থলে দুপুরে পৌঁছে উদ্ধার কাজ পরিচালনা করেন স্থানীয় প্রশাসন ও ফায়ার সার্ভিস। স্থানীয়রা জানান, রেললাইন পার হওয়ার সময় দ্রুতগামী ট্রেনের ধাক্কায় মা ও দুই শিশু ঘটনাস্থলেই নিহত হন। রেলওয়ে পুলিশ মরদেহ উদ্ধার করে ময়নাতদন্তের জন্য পাঠায়। এলাকায় শোকের ছায়া নেমে এসেছে। (30, 592, 258, 683)
headline: এক যুগে প্রায় (465, 248, 553, 267)
table-cell: আসামির নাম, পিতা ও ঠিকানা (738, 1185, 794, 1208)
lost-notice-body: আমার জাতীয় পরিচয়পত্র হারিয়ে গেছে। নং 1/33/251। কেউ পেলে যোগাযোগ করার অনুরোধ। (599, 1252, 713, 1284)
continued-from: শেষের পাতার পর (311, 102, 374, 112)
article-body: প্রতিরক্ষা উপদেষ্টাসহ রাজশাহীতে নিযুক্ত ভারতীয় সহকারী হাইকমিশনার উপস্থিত ছিলেন। (30, 774, 258, 795)
